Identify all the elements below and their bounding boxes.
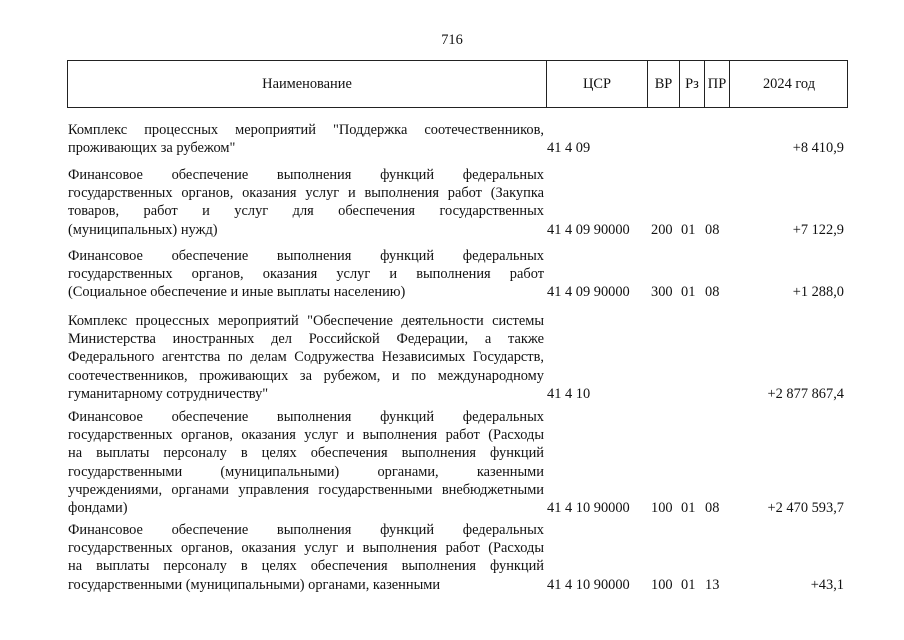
row-name-line: на выплаты персоналу в целях обеспечения выполнения функций bbox=[68, 445, 544, 462]
row-name bbox=[68, 312, 544, 403]
row-name bbox=[68, 408, 544, 517]
row-csr: 41 4 10 90000 bbox=[547, 576, 630, 593]
row-name-line: государственных органов, оказания услуг и выполнения работ (Закупка bbox=[68, 185, 544, 202]
row-amount: +43,1 bbox=[810, 576, 844, 593]
row-rz: 01 bbox=[681, 221, 696, 238]
row-csr: 41 4 09 bbox=[547, 140, 591, 157]
header-pr: ПР bbox=[707, 76, 727, 92]
row-name-line: Финансовое обеспечение выполнения функций федеральных bbox=[68, 167, 544, 183]
row-pr: 13 bbox=[705, 576, 720, 593]
row-name bbox=[68, 121, 544, 157]
row-name-line: Финансовое обеспечение выполнения функций федеральных bbox=[68, 409, 544, 425]
row-pr: 08 bbox=[705, 221, 720, 238]
row-amount: +1 288,0 bbox=[792, 284, 844, 301]
row-vr: 200 bbox=[651, 221, 673, 238]
row-rz: 01 bbox=[681, 576, 696, 593]
row-rz: 01 bbox=[681, 284, 696, 301]
row-name-line: государственных органов, оказания услуг и выполнения работ (Расходы bbox=[68, 540, 544, 557]
row-name-line: государственных органов, оказания услуг и выполнения работ (Расходы bbox=[68, 427, 544, 444]
row-name-line: Министерства иностранных дел Российской Федерации, а также bbox=[68, 331, 544, 348]
page-number: 716 bbox=[441, 32, 463, 48]
row-amount: +8 410,9 bbox=[792, 140, 844, 157]
header-csr: ЦСР bbox=[583, 76, 611, 92]
row-vr: 100 bbox=[651, 500, 673, 516]
header-year: 2024 год bbox=[762, 76, 816, 92]
row-name bbox=[68, 166, 544, 239]
row-amount: +7 122,9 bbox=[792, 221, 844, 238]
row-name-line: учреждениями, органами управления государственными внебюджетными bbox=[68, 481, 544, 498]
row-csr: 41 4 09 90000 bbox=[547, 221, 630, 238]
row-name-line: государственными (муниципальными) органами, казенными bbox=[68, 463, 544, 480]
row-amount: +2 470 593,7 bbox=[767, 500, 844, 516]
header-vr: ВР bbox=[654, 76, 673, 92]
row-name-line: Комплекс процессных мероприятий "Поддержка соотечественников, bbox=[68, 122, 544, 138]
table-header bbox=[67, 60, 848, 108]
row-name-line: Финансовое обеспечение выполнения функций федеральных bbox=[68, 248, 544, 264]
row-name-line: товаров, работ и услуг для обеспечения государственных bbox=[68, 203, 544, 220]
row-rz: 01 bbox=[681, 500, 696, 516]
row-name-line: (муниципальных) нужд) bbox=[68, 221, 218, 238]
row-name-line: Финансовое обеспечение выполнения функций федеральных bbox=[68, 522, 544, 538]
row-name-line: на выплаты персоналу в целях обеспечения выполнения функций bbox=[68, 558, 544, 575]
header-rz: Рз bbox=[685, 76, 699, 92]
row-name-line: соотечественников, проживающих за рубежом, и по международному bbox=[68, 367, 544, 384]
row-name-line: Комплекс процессных мероприятий "Обеспечение деятельности системы bbox=[68, 313, 544, 329]
row-csr: 41 4 10 90000 bbox=[547, 500, 630, 516]
row-vr: 300 bbox=[651, 284, 673, 301]
row-pr: 08 bbox=[705, 284, 720, 301]
row-name-line: Федерального агентства по делам Содружества Независимых Государств, bbox=[68, 349, 544, 366]
row-vr: 100 bbox=[651, 576, 673, 593]
row-name-line: (Социальное обеспечение и иные выплаты населению) bbox=[68, 284, 406, 301]
row-pr: 08 bbox=[705, 500, 720, 516]
row-csr: 41 4 10 bbox=[547, 385, 591, 402]
row-name bbox=[68, 521, 544, 594]
row-amount: +2 877 867,4 bbox=[767, 385, 844, 402]
row-csr: 41 4 09 90000 bbox=[547, 284, 630, 301]
row-name-line: фондами) bbox=[68, 500, 128, 517]
row-name-line: государственными (муниципальными) органами, казенными bbox=[68, 576, 441, 593]
row-name-line: гуманитарному сотрудничеству" bbox=[68, 385, 269, 402]
row-name-line: проживающих за рубежом" bbox=[68, 140, 236, 157]
header-name: Наименование bbox=[262, 76, 352, 92]
row-name-line: государственных органов, оказания услуг и выполнения работ bbox=[68, 266, 544, 283]
row-name bbox=[68, 247, 544, 302]
